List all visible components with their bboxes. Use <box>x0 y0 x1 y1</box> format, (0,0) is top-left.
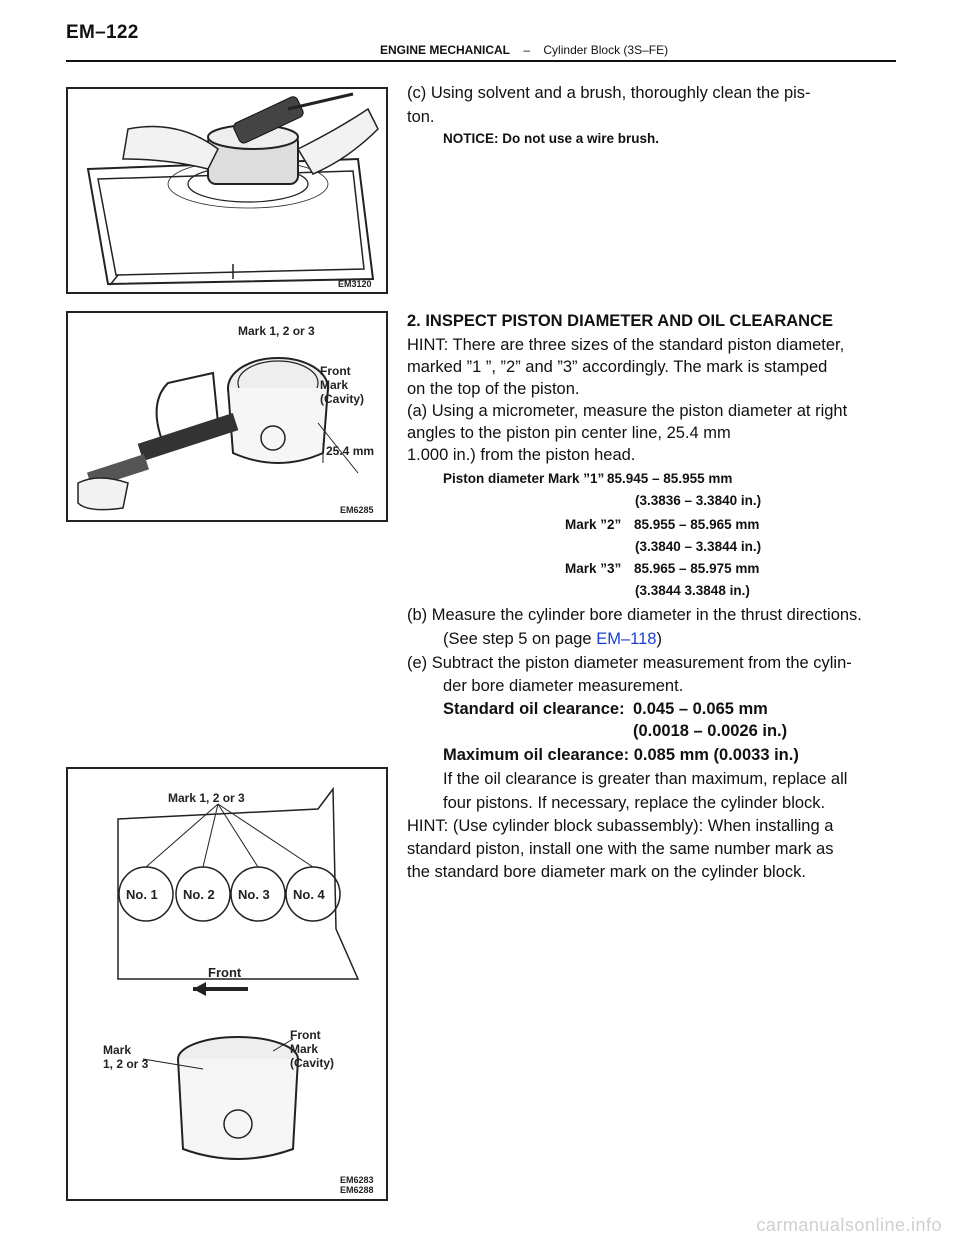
label-no1: No. 1 <box>126 887 158 902</box>
clean-step-line1: (c) Using solvent and a brush, thoroughly clean the pis- <box>407 84 811 102</box>
figure-code: EM3120 <box>338 279 372 289</box>
label-front-mark-3: (Cavity) <box>290 1056 335 1070</box>
section-name: ENGINE MECHANICAL <box>380 43 511 57</box>
section-title <box>380 43 668 57</box>
std-clearance-mm: 0.045 – 0.065 mm <box>633 700 768 718</box>
clean-step-line2: ton. <box>407 108 435 126</box>
hint1-line1: HINT: There are three sizes of the standard piston diameter, <box>407 336 845 354</box>
replace-line2: four pistons. If necessary, replace the cylinder block. <box>443 794 826 812</box>
step-a-line2: angles to the piston pin center line, 25.4 mm <box>407 424 731 442</box>
header-rule <box>66 60 896 62</box>
hint1-line2: marked ”1 ”, ”2” and ”3” accordingly. The mark is stamped <box>407 358 828 376</box>
step-e-line2: der bore diameter measurement. <box>443 677 684 695</box>
spec3-in: (3.3844 3.3848 in.) <box>635 583 750 598</box>
label-front: Front <box>320 364 351 378</box>
step-b-line1: (b) Measure the cylinder bore diameter in the thrust directions. <box>407 606 862 624</box>
replace-line1: If the oil clearance is greater than maximum, replace all <box>443 770 848 788</box>
spec2-in: (3.3840 – 3.3844 in.) <box>635 539 762 554</box>
spec3-mm: 85.965 – 85.975 mm <box>634 561 760 576</box>
cylinder-block-illustration <box>68 769 386 1199</box>
step-b-line2 <box>443 628 662 650</box>
step-a-line3: 1.000 in.) from the piston head. <box>407 446 636 464</box>
hint2-line3: the standard bore diameter mark on the cylinder block. <box>407 863 806 881</box>
hint2-line2: standard piston, install one with the same number mark as <box>407 840 834 858</box>
label-mark: Mark 1, 2 or 3 <box>238 324 315 338</box>
spec3-label: Mark ”3” <box>565 561 622 576</box>
hint2-line1: HINT: (Use cylinder block subassembly): When installing a <box>407 817 834 835</box>
page-ref-link[interactable]: EM–118 <box>596 630 657 648</box>
figure-code: EM6285 <box>340 505 374 515</box>
spec2-label: Mark ”2” <box>565 517 622 532</box>
figure-piston-micrometer <box>66 311 388 522</box>
step-b-prefix: (See step 5 on page <box>443 630 597 648</box>
figure-cylinder-block-marks <box>66 767 388 1201</box>
section-separator: – <box>523 43 531 57</box>
micrometer-illustration <box>68 313 386 520</box>
label-front-mark: Mark <box>320 378 349 392</box>
std-clearance-in: (0.0018 – 0.0026 in.) <box>633 722 788 740</box>
label-mark-top: Mark 1, 2 or 3 <box>168 791 245 805</box>
step-a-line1: (a) Using a micrometer, measure the piston diameter at right <box>407 402 848 420</box>
step-e-line1: (e) Subtract the piston diameter measurement from the cylin- <box>407 654 852 672</box>
notice-text: NOTICE: Do not use a wire brush. <box>443 131 660 146</box>
spec1-in: (3.3836 – 3.3840 in.) <box>635 493 762 508</box>
max-clearance: Maximum oil clearance: 0.085 mm (0.0033 in.) <box>443 746 799 764</box>
label-no3: No. 3 <box>238 887 270 902</box>
label-cavity: (Cavity) <box>320 392 365 406</box>
label-dimension: 25.4 mm <box>326 444 375 458</box>
spec1-label: Piston diameter Mark ”1” <box>443 471 605 486</box>
label-front: Front <box>208 965 242 980</box>
page-number: EM–122 <box>66 22 139 43</box>
label-no2: No. 2 <box>183 887 215 902</box>
label-mark-side-2: 1, 2 or 3 <box>103 1057 149 1071</box>
label-front-mark-2: Mark <box>290 1042 319 1056</box>
spec2-mm: 85.955 – 85.965 mm <box>634 517 760 532</box>
step-b-suffix: ) <box>656 630 662 648</box>
label-mark-side: Mark <box>103 1043 132 1057</box>
figure-code-1: EM6283 <box>340 1175 374 1185</box>
figure-piston-cleaning <box>66 87 388 294</box>
watermark: carmanualsonline.info <box>756 1215 942 1235</box>
figure-code-2: EM6288 <box>340 1185 374 1195</box>
std-clearance-label: Standard oil clearance: <box>443 700 625 718</box>
subsection-name: Cylinder Block (3S–FE) <box>543 43 669 57</box>
section-heading: 2. INSPECT PISTON DIAMETER AND OIL CLEARANCE <box>407 312 833 330</box>
label-front-mark-1: Front <box>290 1028 321 1042</box>
label-no4: No. 4 <box>293 887 325 902</box>
piston-cleaning-illustration <box>68 89 386 292</box>
hint1-line3: on the top of the piston. <box>407 380 580 398</box>
spec1-mm: 85.945 – 85.955 mm <box>607 471 733 486</box>
